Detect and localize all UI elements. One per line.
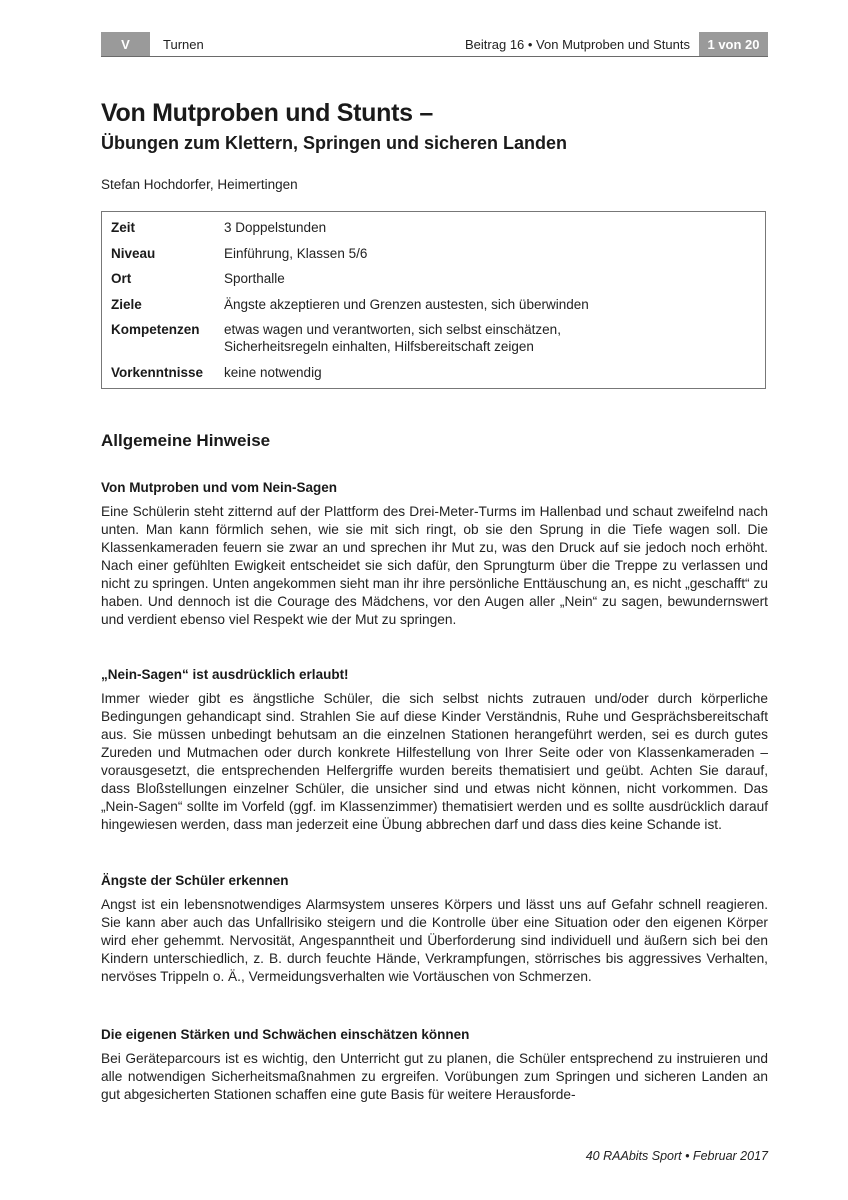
author-line: Stefan Hochdorfer, Heimertingen xyxy=(101,177,298,192)
info-row-niveau xyxy=(111,245,765,262)
info-label: Niveau xyxy=(111,245,156,261)
info-label: Zeit xyxy=(111,220,136,235)
info-value: Einführung, Klassen 5/6 xyxy=(224,245,368,261)
info-row-vorkenntnisse xyxy=(111,364,765,381)
info-label: Vorkenntnisse xyxy=(111,364,204,380)
info-value-multiline xyxy=(224,321,561,355)
section-staerken xyxy=(101,1026,768,1104)
info-label: Kompetenzen xyxy=(111,322,200,337)
subsection-heading: Ängste der Schüler erkennen xyxy=(101,873,289,888)
info-label: Ziele xyxy=(111,296,142,312)
body-paragraph: Immer wieder gibt es ängstliche Schüler, die sich selbst nichts zutrauen und/oder durch körperliche Bedingungen gehandicapt sind. Strahlen Sie auf diese Kinder Verständnis, Ruhe und Gesprächsbereitschaft aus. Sie müssen unbedingt behutsam an die einzelnen Stationen herangeführt werden, sei es durch gutes Zureden und Mutmachen oder durch konkrete Hilfestellung von Ihrer Seite oder von Klassenkameraden – vorausgesetzt, die entsprechenden Helfergriffe wurden bereits thematisiert und geübt. Achten Sie darauf, dass Bloßstellungen einzelner Schüler, die unsicher sind und etwas nicht können, nicht vorkommen. Das „Nein-Sagen“ sollte im Vorfeld (ggf. im Klassenzimmer) thematisiert werden und es sollte ausdrücklich darauf hingewiesen werden, dass man jederzeit eine Übung abbrechen darf und dass dies keine Schande ist. xyxy=(101,691,768,832)
category-label: Turnen xyxy=(163,36,204,52)
info-value: etwas wagen und verantworten, sich selbst einschätzen, xyxy=(224,322,561,337)
body-paragraph: Eine Schülerin steht zitternd auf der Plattform des Drei-Meter-Turms im Hallenbad und schaut zweifelnd nach unten. Man kann förmlich sehen, wie sie mit sich ringt, ob sie den Sprung in die Tiefe wagen soll. Die Klassenkameraden feuern sie zwar an und sprechen ihr Mut zu, was den Druck auf sie jedoch noch erhöht. Nach einer gefühlten Ewigkeit entscheidet sie sich dafür, den Sprungturm über die Treppe zu verlassen und nicht zu springen. Unten angekommen sieht man ihr ihre persönliche Enttäuschung an, es nicht „geschafft“ zu haben. Und dennoch ist die Courage des Mädchens, vor den Augen aller „Nein“ zu sagen, bewundernswert und verdient ebenso viel Respekt wie der Mut zu springen. xyxy=(101,504,768,627)
page-counter-badge: 1 von 20 xyxy=(699,32,768,56)
article-reference: Beitrag 16 • Von Mutproben und Stunts xyxy=(465,36,690,52)
subsection-heading: „Nein-Sagen“ ist ausdrücklich erlaubt! xyxy=(101,667,349,682)
section-nein-sagen xyxy=(101,666,768,834)
subsection-heading: Die eigenen Stärken und Schwächen einschätzen können xyxy=(101,1027,470,1042)
info-row-ort xyxy=(111,270,765,287)
info-value: Ängste akzeptieren und Grenzen austesten, sich überwinden xyxy=(224,296,589,312)
info-value: 3 Doppelstunden xyxy=(224,220,327,235)
section-aengste xyxy=(101,872,768,986)
lesson-info-box xyxy=(101,211,766,389)
section-heading: Allgemeine Hinweise xyxy=(101,431,271,450)
section-letter-badge: V xyxy=(101,32,150,56)
info-value: Sporthalle xyxy=(224,271,285,286)
info-value: keine notwendig xyxy=(224,364,322,380)
body-paragraph: Bei Geräteparcours ist es wichtig, den Unterricht gut zu planen, die Schüler entsprechend zu instruieren und alle notwendigen Sicherheitsmaßnahmen zu ergreifen. Vorübungen zum Springen und sicheren Landen an gut abgesicherten Stationen schaffen eine gute Basis für weitere Herausforde- xyxy=(101,1051,768,1102)
info-row-kompetenzen xyxy=(111,321,765,355)
document-subtitle: Übungen zum Klettern, Springen und sicheren Landen xyxy=(101,133,568,153)
info-row-ziele xyxy=(111,296,765,313)
info-label: Ort xyxy=(111,271,132,286)
info-row-zeit xyxy=(111,219,765,236)
info-value-line-2: Sicherheitsregeln einhalten, Hilfsbereitschaft zeigen xyxy=(224,339,534,354)
section-mutproben xyxy=(101,479,768,629)
document-title: Von Mutproben und Stunts – xyxy=(101,99,433,127)
page-header xyxy=(101,32,768,57)
body-paragraph: Angst ist ein lebensnotwendiges Alarmsystem unseres Körpers und lässt uns auf Gefahr schnell reagieren. Sie kann aber auch das Unfallrisiko steigern und die Kontrolle über eine Situation oder den eigenen Körper wird eher gehemmt. Nervosität, Angespanntheit und Überforderung sind individuell und äußern sich bei den Kindern unterschiedlich, z. B. durch feuchte Hände, Verkrampfungen, störrisches bis aggressives Verhalten, nervöses Trippeln o. Ä., Vermeidungsverhalten wie Vortäuschen von Schmerzen. xyxy=(101,897,768,984)
page-footer: 40 RAAbits Sport • Februar 2017 xyxy=(585,1149,768,1163)
subsection-heading: Von Mutproben und vom Nein-Sagen xyxy=(101,480,337,495)
